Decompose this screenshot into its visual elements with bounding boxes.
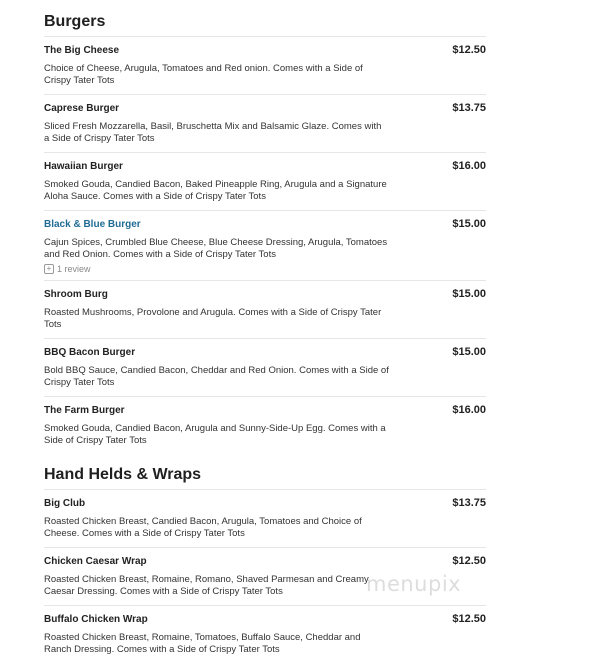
- item-description: Smoked Gouda, Candied Bacon, Arugula and Sunny-Side-Up Egg. Comes with a Side of Crispy Tater Tots: [44, 423, 386, 446]
- item-price: $13.75: [452, 497, 486, 509]
- watermark-logo: menupix: [366, 572, 462, 596]
- menu-item: [44, 280, 486, 339]
- review-count: 1 review: [57, 264, 91, 274]
- item-price: $15.00: [452, 346, 486, 358]
- item-name: Caprese Burger: [44, 103, 120, 114]
- item-name-link[interactable]: Black & Blue Burger: [44, 219, 141, 230]
- plus-icon: +: [44, 264, 54, 274]
- item-description: Sliced Fresh Mozzarella, Basil, Bruschetta Mix and Balsamic Glaze. Comes with a Side of Crispy Tater Tots: [44, 121, 382, 144]
- menu-item: [44, 489, 486, 548]
- menu-item: [44, 338, 486, 397]
- item-description: Roasted Chicken Breast, Romaine, Romano, Shaved Parmesan and Creamy Caesar Dressing. Comes with a Side of Crispy Tater Tots: [44, 574, 369, 597]
- menu-item: [44, 210, 486, 281]
- item-name: Big Club: [44, 498, 86, 509]
- item-name: Buffalo Chicken Wrap: [44, 614, 148, 625]
- item-description: Roasted Mushrooms, Provolone and Arugula. Comes with a Side of Crispy Tater Tots: [44, 307, 382, 330]
- menu-item: [44, 36, 486, 95]
- item-description: Cajun Spices, Crumbled Blue Cheese, Blue Cheese Dressing, Arugula, Tomatoes and Red Onion. Comes with a Side of Crispy Tater Tots: [44, 237, 388, 260]
- item-name: Hawaiian Burger: [44, 161, 123, 172]
- item-description: Bold BBQ Sauce, Candied Bacon, Cheddar and Red Onion. Comes with a Side of Crispy Tater Tots: [44, 365, 389, 388]
- item-description: Smoked Gouda, Candied Bacon, Baked Pineapple Ring, Arugula and a Signature Aloha Sauce. Comes with a Side of Crispy Tater Tots: [44, 179, 387, 202]
- item-name: Shroom Burg: [44, 289, 108, 300]
- section-title-hand-helds: Hand Helds & Wraps: [44, 466, 202, 483]
- menu-item: [44, 396, 486, 455]
- item-name: BBQ Bacon Burger: [44, 347, 136, 358]
- item-name: The Big Cheese: [44, 45, 120, 56]
- item-price: $16.00: [452, 404, 486, 416]
- item-price: $15.00: [452, 288, 486, 300]
- item-price: $15.00: [452, 218, 486, 230]
- item-description: Roasted Chicken Breast, Candied Bacon, Arugula, Tomatoes and Choice of Cheese. Comes with a Side of Crispy Tater Tots: [44, 516, 362, 539]
- section-title-burgers: Burgers: [44, 13, 106, 30]
- item-name: The Farm Burger: [44, 405, 125, 416]
- item-price: $12.50: [452, 555, 486, 567]
- menu-item: [44, 94, 486, 153]
- item-price: $12.50: [452, 44, 486, 56]
- item-description: Choice of Cheese, Arugula, Tomatoes and Red onion. Comes with a Side of Crispy Tater Tots: [44, 63, 363, 86]
- review-link[interactable]: [44, 264, 91, 274]
- item-price: $16.00: [452, 160, 486, 172]
- item-price: $12.50: [452, 613, 486, 625]
- item-description: Roasted Chicken Breast, Romaine, Tomatoes, Buffalo Sauce, Cheddar and Ranch Dressing. Comes with a Side of Crispy Tater Tots: [44, 632, 361, 655]
- item-name: Chicken Caesar Wrap: [44, 556, 147, 567]
- item-price: $13.75: [452, 102, 486, 114]
- menu-item: [44, 605, 486, 664]
- menu-item: [44, 152, 486, 211]
